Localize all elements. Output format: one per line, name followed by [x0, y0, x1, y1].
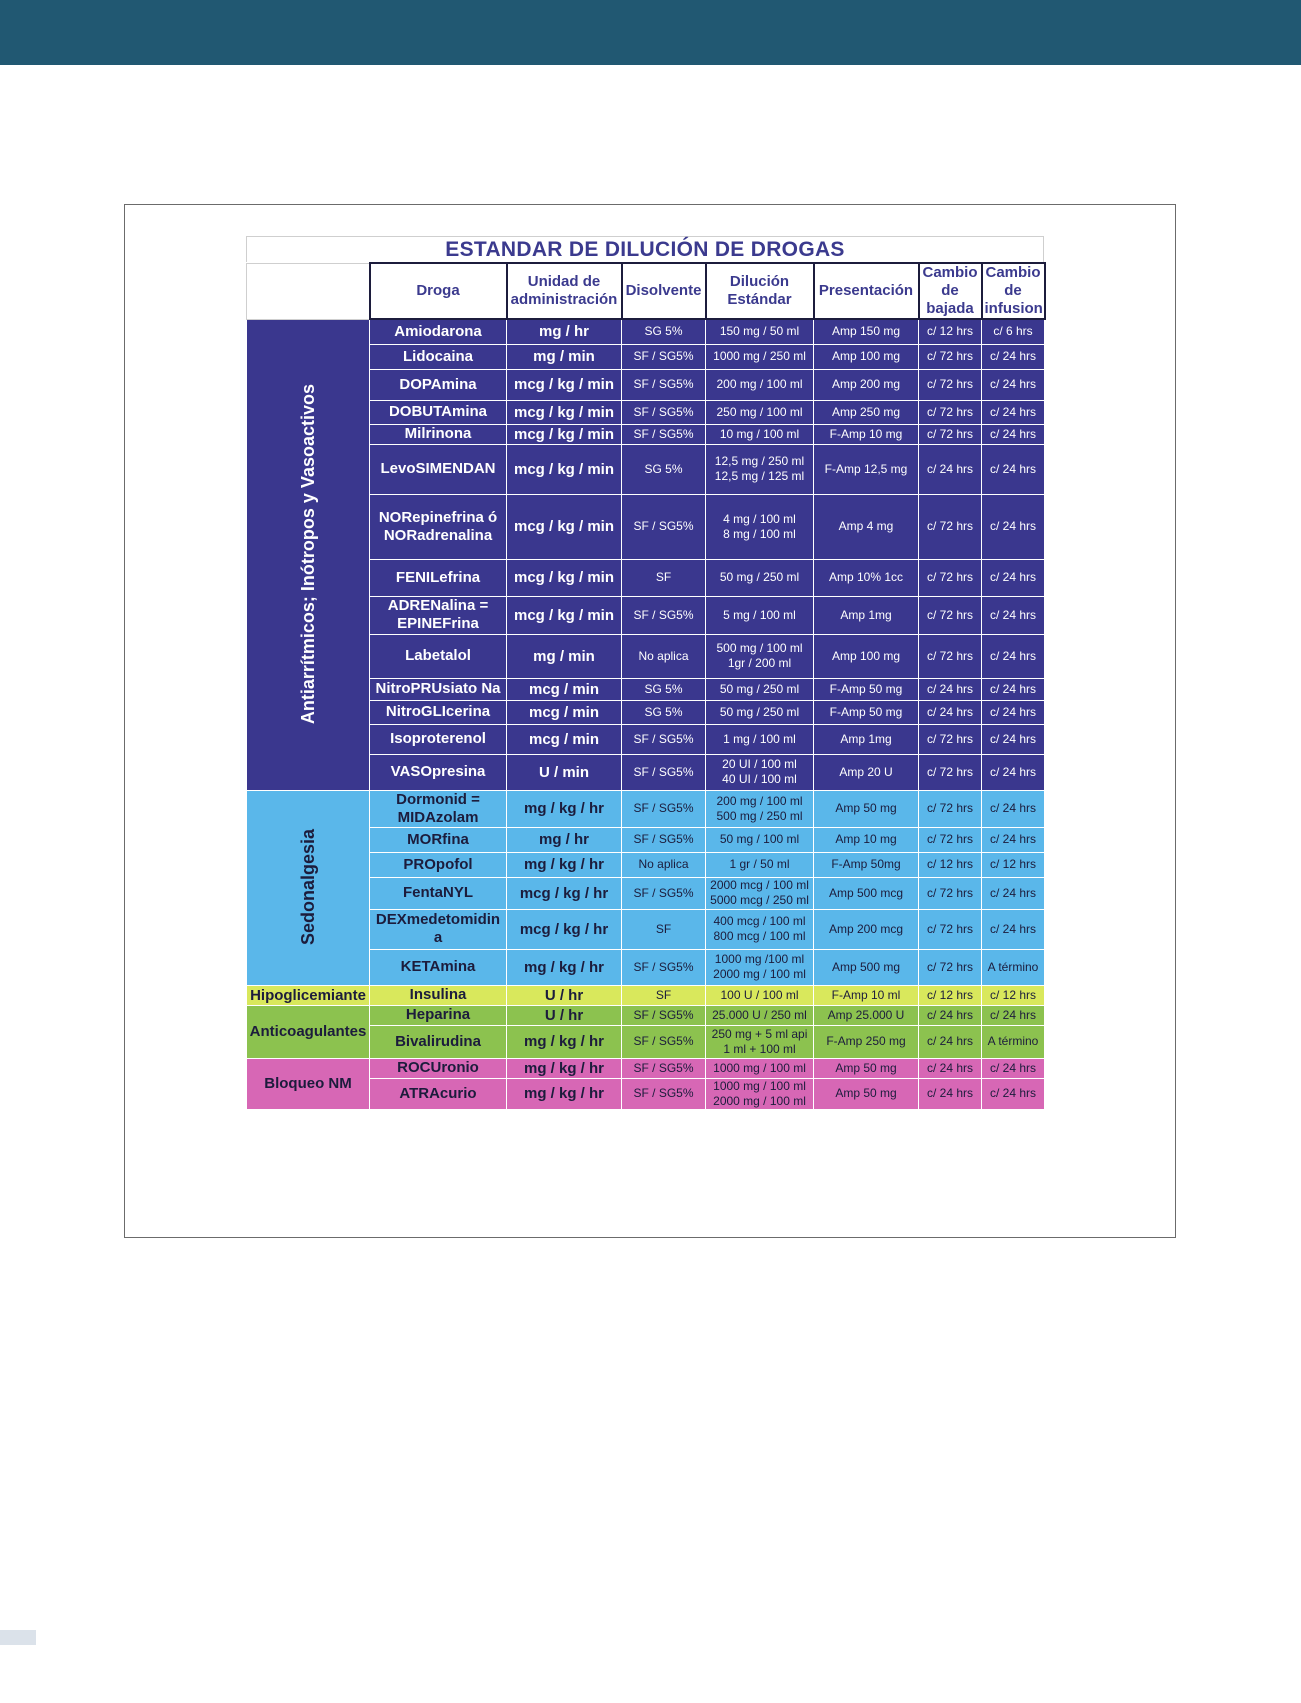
infusion-change-cell: c/ 24 hrs — [982, 790, 1045, 827]
drug-name — [370, 559, 507, 596]
solvent-cell: SF / SG5% — [622, 1025, 706, 1058]
unit-cell: mcg / kg / hr — [507, 909, 622, 949]
drug-name-line: PROpofol — [403, 855, 473, 873]
dilution-cell-line: 800 mcg / 100 ml — [713, 929, 806, 943]
dilution-cell-line: 200 mg / 100 ml — [716, 377, 803, 391]
top-header-bar — [0, 0, 1301, 65]
unit-cell: mg / kg / hr — [507, 852, 622, 877]
solvent-cell: No aplica — [622, 852, 706, 877]
unit-cell: U / min — [507, 754, 622, 790]
presentation-cell: Amp 20 U — [814, 754, 919, 790]
category-cell-bloq — [247, 1058, 370, 1109]
table-row — [247, 319, 1045, 344]
page-corner-mark — [0, 1630, 36, 1645]
presentation-cell: Amp 10 mg — [814, 827, 919, 852]
drug-name-line: Heparina — [405, 1006, 471, 1023]
presentation-cell: Amp 100 mg — [814, 634, 919, 678]
drug-name-line: a — [433, 929, 443, 946]
infusion-change-cell: c/ 24 hrs — [982, 444, 1045, 494]
table-row — [247, 1005, 1045, 1025]
set-change-cell: c/ 24 hrs — [919, 444, 982, 494]
header-row — [247, 263, 1045, 319]
dilution-cell-line: 2000 mg / 100 ml — [713, 1093, 806, 1108]
infusion-change-cell: c/ 12 hrs — [982, 985, 1045, 1005]
dilution-cell — [706, 790, 814, 827]
set-change-cell: c/ 72 hrs — [919, 949, 982, 985]
solvent-cell: SG 5% — [622, 319, 706, 344]
unit-cell: mg / hr — [507, 319, 622, 344]
solvent-cell: SF — [622, 909, 706, 949]
unit-cell: mcg / kg / min — [507, 596, 622, 634]
unit-cell: mg / kg / hr — [507, 949, 622, 985]
header-blank-cell — [247, 263, 370, 319]
drug-name-line: Milrinona — [404, 425, 472, 442]
unit-cell: mcg / kg / min — [507, 559, 622, 596]
set-change-cell: c/ 24 hrs — [919, 1058, 982, 1078]
unit-cell: mcg / min — [507, 678, 622, 700]
category-cell-sedo — [247, 790, 370, 985]
dilution-cell-line: 400 mcg / 100 ml — [713, 914, 806, 928]
presentation-cell: Amp 500 mcg — [814, 877, 919, 909]
infusion-change-cell: A término — [982, 1025, 1045, 1058]
dilution-cell-line: 5000 mcg / 250 ml — [710, 893, 809, 907]
unit-cell: mcg / kg / min — [507, 400, 622, 424]
presentation-cell: Amp 1mg — [814, 596, 919, 634]
table-body — [247, 319, 1045, 1109]
set-change-cell: c/ 72 hrs — [919, 400, 982, 424]
dilution-cell-line: 250 mg + 5 ml api — [711, 1026, 808, 1041]
infusion-change-cell: A término — [982, 949, 1045, 985]
set-change-cell: c/ 72 hrs — [919, 369, 982, 400]
dilution-cell — [706, 424, 814, 444]
solvent-cell: SF / SG5% — [622, 724, 706, 754]
drug-name-line: ADRENalina = — [387, 597, 489, 614]
solvent-cell: SF / SG5% — [622, 369, 706, 400]
unit-cell: mg / hr — [507, 827, 622, 852]
infusion-change-cell: c/ 24 hrs — [982, 678, 1045, 700]
dilution-cell-line: 1 gr / 50 ml — [729, 857, 790, 871]
infusion-change-cell: c/ 24 hrs — [982, 344, 1045, 369]
dilution-cell — [706, 949, 814, 985]
solvent-cell: SF / SG5% — [622, 827, 706, 852]
dilution-cell — [706, 909, 814, 949]
header-infusion-change: Cambio de infusion — [982, 263, 1045, 319]
drug-name-line: FENILefrina — [395, 568, 481, 586]
drug-name-line: Amiodarona — [394, 322, 482, 340]
solvent-cell: SF / SG5% — [622, 949, 706, 985]
drug-name — [370, 494, 507, 559]
set-change-cell: c/ 72 hrs — [919, 724, 982, 754]
dilution-cell — [706, 678, 814, 700]
drug-name — [370, 827, 507, 852]
dilution-cell-line: 500 mg / 250 ml — [716, 808, 803, 823]
unit-cell: mg / kg / hr — [507, 1025, 622, 1058]
dilution-cell-line: 10 mg / 100 ml — [719, 426, 800, 441]
dilution-cell — [706, 494, 814, 559]
infusion-change-cell: c/ 24 hrs — [982, 559, 1045, 596]
drug-name — [370, 790, 507, 827]
dilution-cell-line: 5 mg / 100 ml — [723, 607, 796, 622]
set-change-cell: c/ 12 hrs — [919, 985, 982, 1005]
infusion-change-cell: c/ 24 hrs — [982, 754, 1045, 790]
dilution-cell-line: 50 mg / 250 ml — [719, 704, 800, 719]
infusion-change-cell: c/ 24 hrs — [982, 400, 1045, 424]
unit-cell: mg / kg / hr — [507, 1058, 622, 1078]
header-presentation: Presentación — [814, 263, 919, 319]
presentation-cell: F-Amp 12,5 mg — [814, 444, 919, 494]
dilution-cell-line: 40 UI / 100 ml — [722, 772, 797, 786]
drug-name-line: MIDAzolam — [397, 808, 479, 826]
drug-name-line: NitroPRUsiato Na — [375, 680, 501, 697]
dilution-cell-line: 50 mg / 250 ml — [719, 570, 800, 584]
set-change-cell: c/ 72 hrs — [919, 424, 982, 444]
presentation-cell: Amp 200 mcg — [814, 909, 919, 949]
dilution-cell-line: 100 U / 100 ml — [720, 987, 799, 1002]
set-change-cell: c/ 72 hrs — [919, 790, 982, 827]
presentation-cell: Amp 50 mg — [814, 790, 919, 827]
infusion-change-cell: c/ 24 hrs — [982, 700, 1045, 724]
set-change-cell: c/ 72 hrs — [919, 827, 982, 852]
presentation-cell: F-Amp 50 mg — [814, 700, 919, 724]
dilution-cell — [706, 369, 814, 400]
presentation-cell: Amp 100 mg — [814, 344, 919, 369]
set-change-cell: c/ 24 hrs — [919, 678, 982, 700]
drug-name-line: MORfina — [407, 830, 469, 848]
dilution-cell — [706, 985, 814, 1005]
dilution-cell-line: 200 mg / 100 ml — [716, 793, 803, 808]
infusion-change-cell: c/ 24 hrs — [982, 634, 1045, 678]
drug-name — [370, 985, 507, 1005]
category-cell-anti2 — [247, 1005, 370, 1058]
dilution-cell — [706, 344, 814, 369]
set-change-cell: c/ 12 hrs — [919, 319, 982, 344]
presentation-cell: Amp 1mg — [814, 724, 919, 754]
presentation-cell: F-Amp 10 ml — [814, 985, 919, 1005]
solvent-cell: SF / SG5% — [622, 754, 706, 790]
dilution-cell-line: 8 mg / 100 ml — [723, 526, 796, 541]
presentation-cell: F-Amp 10 mg — [814, 424, 919, 444]
category-label: Sedonalgesia — [297, 829, 318, 946]
drug-name-line: FentaNYL — [402, 884, 473, 901]
dilution-cell-line: 150 mg / 50 ml — [719, 324, 800, 339]
dilution-cell-line: 1000 mg / 100 ml — [713, 1060, 806, 1075]
drug-name — [370, 444, 507, 494]
unit-cell: mcg / min — [507, 700, 622, 724]
infusion-change-cell: c/ 12 hrs — [982, 852, 1045, 877]
presentation-cell: Amp 25.000 U — [814, 1005, 919, 1025]
dilution-cell — [706, 634, 814, 678]
drug-name-line: EPINEFrina — [397, 615, 479, 632]
header-solvent: Disolvente — [622, 263, 706, 319]
presentation-cell: F-Amp 50 mg — [814, 678, 919, 700]
category-cell-anti — [247, 319, 370, 790]
solvent-cell: SF / SG5% — [622, 1058, 706, 1078]
solvent-cell: SG 5% — [622, 700, 706, 724]
table-row — [247, 790, 1045, 827]
dilution-cell — [706, 444, 814, 494]
dilution-cell-line: 1 ml + 100 ml — [723, 1041, 796, 1056]
dilution-cell-line: 20 UI / 100 ml — [722, 757, 797, 771]
drug-name-line: KETAmina — [400, 958, 476, 975]
dilution-cell — [706, 724, 814, 754]
category-label: Antiarrítmicos; Inótropos y Vasoactivos — [297, 384, 318, 725]
dilution-cell — [706, 1058, 814, 1078]
dilution-cell — [706, 319, 814, 344]
dilution-cell-line: 12,5 mg / 250 ml — [714, 454, 805, 468]
presentation-cell: Amp 150 mg — [814, 319, 919, 344]
drug-name-line: NORepinefrina ó — [378, 508, 498, 526]
drug-name-line: VASOpresina — [390, 763, 486, 780]
solvent-cell: SF / SG5% — [622, 344, 706, 369]
dilution-cell — [706, 596, 814, 634]
dilution-cell-line: 2000 mcg / 100 ml — [710, 878, 809, 892]
infusion-change-cell: c/ 24 hrs — [982, 424, 1045, 444]
dilution-cell — [706, 754, 814, 790]
dilution-cell-line: 500 mg / 100 ml — [716, 641, 803, 655]
unit-cell: mcg / kg / min — [507, 369, 622, 400]
table-row — [247, 1058, 1045, 1078]
dilution-cell-line: 1000 mg /100 ml — [714, 952, 805, 966]
dilution-cell — [706, 700, 814, 724]
drug-name-line: NORadrenalina — [383, 526, 493, 544]
dilution-cell — [706, 852, 814, 877]
drug-name — [370, 1005, 507, 1025]
dilution-cell — [706, 1078, 814, 1109]
set-change-cell: c/ 72 hrs — [919, 754, 982, 790]
drug-name-line: DEXmedetomidin — [375, 911, 501, 928]
presentation-cell: F-Amp 50mg — [814, 852, 919, 877]
dilution-cell — [706, 877, 814, 909]
solvent-cell: SF / SG5% — [622, 596, 706, 634]
solvent-cell: SF — [622, 985, 706, 1005]
dilution-cell-line: 4 mg / 100 ml — [723, 511, 796, 526]
unit-cell: mcg / min — [507, 724, 622, 754]
set-change-cell: c/ 72 hrs — [919, 877, 982, 909]
unit-cell: mg / kg / hr — [507, 790, 622, 827]
solvent-cell: SF / SG5% — [622, 877, 706, 909]
presentation-cell: Amp 4 mg — [814, 494, 919, 559]
category-label: Bloqueo NM — [264, 1075, 352, 1092]
drug-name — [370, 700, 507, 724]
drug-name — [370, 400, 507, 424]
dilution-cell-line: 250 mg / 100 ml — [716, 404, 803, 419]
solvent-cell: SF / SG5% — [622, 424, 706, 444]
infusion-change-cell: c/ 6 hrs — [982, 319, 1045, 344]
infusion-change-cell: c/ 24 hrs — [982, 1005, 1045, 1025]
infusion-change-cell: c/ 24 hrs — [982, 877, 1045, 909]
dilution-cell-line: 2000 mg / 100 ml — [713, 967, 806, 981]
solvent-cell: SF / SG5% — [622, 400, 706, 424]
dilution-cell — [706, 400, 814, 424]
infusion-change-cell: c/ 24 hrs — [982, 724, 1045, 754]
unit-cell: mg / kg / hr — [507, 1078, 622, 1109]
drug-name — [370, 852, 507, 877]
drug-name — [370, 877, 507, 909]
header-drug: Droga — [370, 263, 507, 319]
dilution-cell — [706, 1005, 814, 1025]
dilution-cell-line: 12,5 mg / 125 ml — [714, 469, 805, 483]
drug-name — [370, 369, 507, 400]
drug-name-line: Labetalol — [405, 647, 471, 664]
infusion-change-cell: c/ 24 hrs — [982, 909, 1045, 949]
drug-name — [370, 1058, 507, 1078]
table-row — [247, 985, 1045, 1005]
presentation-cell: Amp 10% 1cc — [814, 559, 919, 596]
unit-cell: mg / min — [507, 344, 622, 369]
drug-name-line: Insulina — [409, 986, 467, 1003]
set-change-cell: c/ 72 hrs — [919, 909, 982, 949]
drug-name — [370, 634, 507, 678]
drug-name — [370, 754, 507, 790]
table-title: ESTANDAR DE DILUCIÓN DE DROGAS — [246, 236, 1044, 262]
presentation-cell: Amp 50 mg — [814, 1078, 919, 1109]
infusion-change-cell: c/ 24 hrs — [982, 827, 1045, 852]
infusion-change-cell: c/ 24 hrs — [982, 596, 1045, 634]
drug-name — [370, 424, 507, 444]
dilution-cell-line: 1gr / 200 ml — [727, 656, 792, 670]
category-label: Anticoagulantes — [249, 1023, 367, 1040]
drug-name — [370, 949, 507, 985]
solvent-cell: SG 5% — [622, 444, 706, 494]
solvent-cell: SF — [622, 559, 706, 596]
infusion-change-cell: c/ 24 hrs — [982, 1058, 1045, 1078]
set-change-cell: c/ 24 hrs — [919, 1078, 982, 1109]
set-change-cell: c/ 24 hrs — [919, 700, 982, 724]
unit-cell: mcg / kg / min — [507, 424, 622, 444]
infusion-change-cell: c/ 24 hrs — [982, 369, 1045, 400]
dilution-cell — [706, 827, 814, 852]
dilution-cell-line: 25.000 U / 250 ml — [712, 1007, 807, 1022]
drug-name-line: NitroGLIcerina — [385, 703, 491, 720]
drug-name — [370, 344, 507, 369]
dilution-cell-line: 1000 mg / 250 ml — [713, 349, 806, 363]
solvent-cell: No aplica — [622, 634, 706, 678]
drug-name-line: Lidocaina — [402, 347, 473, 365]
drug-name-line: ATRAcurio — [399, 1084, 477, 1102]
drug-name — [370, 909, 507, 949]
set-change-cell: c/ 72 hrs — [919, 634, 982, 678]
set-change-cell: c/ 72 hrs — [919, 344, 982, 369]
solvent-cell: SF / SG5% — [622, 790, 706, 827]
dilution-table — [246, 262, 1046, 1110]
infusion-change-cell: c/ 24 hrs — [982, 1078, 1045, 1109]
presentation-cell: Amp 50 mg — [814, 1058, 919, 1078]
category-cell-hipo — [247, 985, 370, 1005]
dilution-cell — [706, 1025, 814, 1058]
drug-name-line: Dormonid = — [396, 790, 480, 808]
category-label: Hipoglicemiante — [250, 986, 366, 1004]
unit-cell: mcg / kg / min — [507, 444, 622, 494]
unit-cell: U / hr — [507, 985, 622, 1005]
dilution-cell-line: 1 mg / 100 ml — [723, 731, 796, 746]
drug-name-line: Bivalirudina — [395, 1032, 481, 1050]
drug-name — [370, 596, 507, 634]
header-unit: Unidad de administración — [507, 263, 622, 319]
solvent-cell: SG 5% — [622, 678, 706, 700]
set-change-cell: c/ 72 hrs — [919, 559, 982, 596]
drug-name-line: Isoproterenol — [390, 730, 486, 747]
set-change-cell: c/ 72 hrs — [919, 596, 982, 634]
solvent-cell: SF / SG5% — [622, 1078, 706, 1109]
set-change-cell: c/ 24 hrs — [919, 1025, 982, 1058]
dilution-cell-line: 1000 mg / 100 ml — [713, 1078, 806, 1093]
solvent-cell: SF / SG5% — [622, 494, 706, 559]
drug-name — [370, 724, 507, 754]
presentation-cell: F-Amp 250 mg — [814, 1025, 919, 1058]
drug-name — [370, 1078, 507, 1109]
infusion-change-cell: c/ 24 hrs — [982, 494, 1045, 559]
unit-cell: mcg / kg / min — [507, 494, 622, 559]
drug-name-line: DOBUTAmina — [388, 403, 488, 420]
presentation-cell: Amp 250 mg — [814, 400, 919, 424]
solvent-cell: SF / SG5% — [622, 1005, 706, 1025]
presentation-cell: Amp 200 mg — [814, 369, 919, 400]
unit-cell: U / hr — [507, 1005, 622, 1025]
dilution-cell-line: 50 mg / 250 ml — [719, 681, 800, 696]
header-set-change: Cambio de bajada — [919, 263, 982, 319]
dilution-cell-line: 50 mg / 100 ml — [719, 832, 800, 846]
drug-name — [370, 1025, 507, 1058]
drug-name-line: ROCUronio — [397, 1059, 479, 1076]
drug-name — [370, 319, 507, 344]
unit-cell: mcg / kg / hr — [507, 877, 622, 909]
set-change-cell: c/ 72 hrs — [919, 494, 982, 559]
set-change-cell: c/ 24 hrs — [919, 1005, 982, 1025]
set-change-cell: c/ 12 hrs — [919, 852, 982, 877]
drug-name-line: DOPAmina — [399, 375, 477, 393]
presentation-cell: Amp 500 mg — [814, 949, 919, 985]
dilution-cell — [706, 559, 814, 596]
header-dilution: Dilución Estándar — [706, 263, 814, 319]
drug-name — [370, 678, 507, 700]
unit-cell: mg / min — [507, 634, 622, 678]
drug-name-line: LevoSIMENDAN — [380, 460, 496, 477]
